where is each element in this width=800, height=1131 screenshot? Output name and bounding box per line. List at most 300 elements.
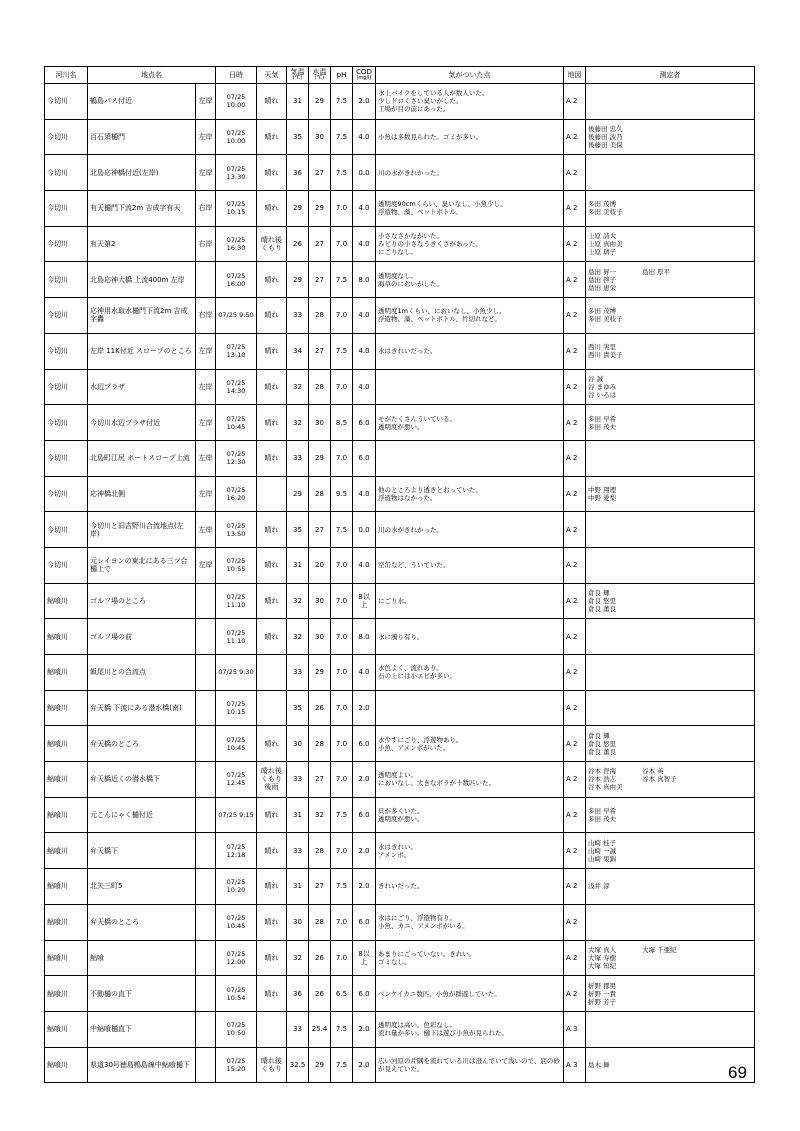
cell-datetime: [216, 155, 257, 191]
cell-weather: 晴れ: [257, 940, 287, 976]
cell-water-temp: 26: [309, 690, 331, 726]
cell-weather: [257, 690, 287, 726]
header-ph: pH: [331, 67, 353, 84]
header-row: [45, 67, 755, 84]
cell-notes: モがたくさんういている。 透明度が悪い。: [376, 405, 564, 441]
cell-map: A 2: [564, 155, 586, 191]
cell-time: 9:15: [239, 811, 254, 820]
cell-ph: 7.0: [331, 440, 353, 476]
cell-ph: 7.0: [331, 547, 353, 583]
cell-datetime: [216, 547, 257, 583]
cell-cod: 4.0: [353, 655, 376, 691]
cell-datetime: [216, 119, 257, 155]
cell-ph: 7.0: [331, 762, 353, 798]
cell-time: 10:45: [226, 422, 246, 431]
cell-bank: 右岸: [196, 226, 216, 262]
cell-location: 中鮎喰樋直下: [88, 1011, 196, 1047]
water-temp-label: 水温: [312, 68, 327, 76]
cell-bank: [196, 1011, 216, 1047]
cell-time: 10:00: [226, 137, 246, 146]
cell-location: 水辺プラザ: [88, 369, 196, 405]
table-row: [45, 476, 755, 512]
cell-map: A 2: [564, 797, 586, 833]
cell-weather: 晴れ: [257, 583, 287, 619]
cell-weather: 晴れ: [257, 333, 287, 369]
cell-date: 07/25: [218, 311, 238, 320]
cell-cod: 2.0: [353, 1047, 376, 1083]
cell-location: 百石須樋門: [88, 119, 196, 155]
table-row: [45, 405, 755, 441]
cell-date: 07/25: [226, 700, 246, 709]
cell-observers: 島田 昇一 島田 厚平 島田 啓子 島田 恵栄: [586, 262, 755, 298]
cell-notes: 透明度1mくらい、においなし、小魚少し。 浮遊物、藻、ペットボトル、竹切れなど。: [376, 298, 564, 334]
cell-map: A 2: [564, 298, 586, 334]
table-row: [45, 869, 755, 905]
cell-observers: [586, 655, 755, 691]
cell-bank: 右岸: [196, 191, 216, 227]
table-row: [45, 191, 755, 227]
cell-weather: 晴れ: [257, 84, 287, 120]
page-number: 69: [728, 1063, 747, 1082]
cell-observers: [586, 690, 755, 726]
cell-observers: 多田 茂博 多田 美枝子: [586, 298, 755, 334]
cell-water-temp: 30: [309, 119, 331, 155]
table-row: [45, 262, 755, 298]
cell-cod: 6.0: [353, 976, 376, 1012]
cell-ph: 7.0: [331, 833, 353, 869]
cell-date: 07/25: [226, 985, 246, 994]
header-notes: 気がついた点: [376, 67, 564, 84]
cell-river: 鮎喰川: [45, 1011, 88, 1047]
cell-water-temp: 25.4: [309, 1011, 331, 1047]
cell-water-temp: 26: [309, 940, 331, 976]
cell-bank: [196, 833, 216, 869]
cell-cod: 4.0: [353, 226, 376, 262]
cell-datetime: [216, 833, 257, 869]
cell-water-temp: 28: [309, 298, 331, 334]
cell-map: A 2: [564, 226, 586, 262]
cell-date: 07/25: [218, 811, 238, 820]
cell-time: 15:20: [226, 1064, 246, 1073]
cell-date: 07/25: [226, 735, 246, 744]
cell-ph: 7.5: [331, 155, 353, 191]
cell-location: 今切川と旧吉野川合流地点(左岸): [88, 512, 196, 548]
cell-map: A 2: [564, 547, 586, 583]
cell-river: 鮎喰川: [45, 619, 88, 655]
cell-cod: 4.0: [353, 298, 376, 334]
cell-water-temp: 27: [309, 512, 331, 548]
table-row: [45, 512, 755, 548]
cell-notes: 水に濁り有り。: [376, 619, 564, 655]
cell-air-temp: 31: [287, 797, 309, 833]
cell-river: 今切川: [45, 262, 88, 298]
cell-bank: 左岸: [196, 512, 216, 548]
cell-cod: 4.0: [353, 547, 376, 583]
cell-datetime: [216, 191, 257, 227]
table-row: [45, 119, 755, 155]
cell-ph: 7.5: [331, 333, 353, 369]
cell-ph: 7.5: [331, 262, 353, 298]
cell-weather: 晴れ: [257, 155, 287, 191]
table-row: [45, 298, 755, 334]
cell-location: 弁天橋のところ: [88, 904, 196, 940]
cell-time: 10:15: [226, 708, 246, 717]
table-row: [45, 440, 755, 476]
cell-cod: 2.0: [353, 690, 376, 726]
cell-bank: [196, 619, 216, 655]
cell-water-temp: 27: [309, 762, 331, 798]
cell-time: 10:55: [226, 565, 246, 574]
cell-observers: 多田 茂博 多田 美枝子: [586, 191, 755, 227]
cell-water-temp: 27: [309, 869, 331, 905]
cell-water-temp: 29: [309, 1047, 331, 1083]
cell-river: 今切川: [45, 547, 88, 583]
cell-bank: [196, 904, 216, 940]
cell-river: 今切川: [45, 512, 88, 548]
cell-observers: [586, 547, 755, 583]
cell-location: 弁天橋 下流にある潜水橋(南): [88, 690, 196, 726]
cell-notes: 透明度は高い。色彩なし。 流れ量が多い。樋下は遊び小魚が見られた。: [376, 1011, 564, 1047]
cell-map: A 2: [564, 512, 586, 548]
cell-location: 応神橋北側: [88, 476, 196, 512]
cell-cod: 8以上: [353, 940, 376, 976]
cell-river: 鮎喰川: [45, 976, 88, 1012]
cell-ph: 7.0: [331, 619, 353, 655]
cell-notes: 透明度90cmくらい、臭いなし、小魚少し。 浮遊物、藻、ペットボトル。: [376, 191, 564, 227]
cell-date: 07/25: [226, 771, 246, 780]
cell-weather: 晴れ後くもり: [257, 1047, 287, 1083]
cell-water-temp: 27: [309, 333, 331, 369]
cell-notes: 水はきれい。 アメンボ。: [376, 833, 564, 869]
cell-air-temp: 31: [287, 84, 309, 120]
cell-datetime: [216, 762, 257, 798]
cell-map: A 2: [564, 619, 586, 655]
cell-air-temp: 26: [287, 226, 309, 262]
cell-river: 鮎喰川: [45, 1047, 88, 1083]
cell-datetime: [216, 405, 257, 441]
cell-ph: 7.0: [331, 583, 353, 619]
cell-water-temp: 30: [309, 405, 331, 441]
cell-river: 今切川: [45, 191, 88, 227]
cell-ph: 7.5: [331, 84, 353, 120]
cell-time: 9:30: [239, 668, 254, 677]
cell-cod: 6.0: [353, 405, 376, 441]
cell-time: 10:20: [226, 886, 246, 895]
cell-datetime: [216, 84, 257, 120]
cell-map: A 3: [564, 1011, 586, 1047]
cell-ph: 7.5: [331, 797, 353, 833]
cell-notes: [376, 690, 564, 726]
cell-location: ゴルフ場のところ: [88, 583, 196, 619]
cell-observers: 倉良 輝 倉良 悠里 倉良 董良: [586, 583, 755, 619]
cell-notes: 小さなさかながいた。 みどりの小さなうきくさがあった。 にごりなし。: [376, 226, 564, 262]
cell-location: 不動樋の直下: [88, 976, 196, 1012]
cell-location: 飯尾川との合流点: [88, 655, 196, 691]
cell-date: 07/25: [226, 485, 246, 494]
table-row: [45, 583, 755, 619]
cell-date: 07/25: [226, 200, 246, 209]
table-row: [45, 690, 755, 726]
cell-weather: 晴れ: [257, 298, 287, 334]
cell-ph: 7.0: [331, 191, 353, 227]
cell-bank: 右岸: [196, 298, 216, 334]
cell-ph: 9.5: [331, 476, 353, 512]
cell-air-temp: 33: [287, 298, 309, 334]
cell-cod: 8以上: [353, 583, 376, 619]
air-temp-unit: (℃): [292, 75, 303, 81]
cell-river: 鮎喰川: [45, 940, 88, 976]
cell-ph: 7.5: [331, 512, 353, 548]
cell-location: 鮎喰: [88, 940, 196, 976]
cell-location: 鶴島バス付近: [88, 84, 196, 120]
cell-water-temp: 26: [309, 976, 331, 1012]
table-row: [45, 226, 755, 262]
cell-air-temp: 31: [287, 869, 309, 905]
table-row: [45, 333, 755, 369]
table-row: [45, 547, 755, 583]
cell-water-temp: 28: [309, 726, 331, 762]
cell-water-temp: 28: [309, 476, 331, 512]
cell-ph: 7.0: [331, 940, 353, 976]
cell-observers: 山崎 桂子 山崎 一誠 山崎 果錦: [586, 833, 755, 869]
cell-map: A 2: [564, 440, 586, 476]
cell-water-temp: 30: [309, 619, 331, 655]
cell-bank: [196, 976, 216, 1012]
cell-bank: 左岸: [196, 476, 216, 512]
cell-map: A 2: [564, 726, 586, 762]
cell-datetime: [216, 619, 257, 655]
cell-observers: 谷 誠 谷 まゆみ 谷 いろは: [586, 369, 755, 405]
table-row: [45, 1047, 755, 1083]
cell-river: 鮎喰川: [45, 762, 88, 798]
cell-map: A 2: [564, 333, 586, 369]
cell-datetime: [216, 583, 257, 619]
cell-ph: 7.0: [331, 298, 353, 334]
cell-datetime: [216, 690, 257, 726]
cell-ph: 7.0: [331, 655, 353, 691]
cell-bank: [196, 869, 216, 905]
cell-location: 左岸 11K付近 スロープのところ: [88, 333, 196, 369]
cell-observers: 谷本 智海 谷本 英 谷本 浩志 谷本 真智子 谷本 真由美: [586, 762, 755, 798]
cell-air-temp: 35: [287, 119, 309, 155]
cell-date: 07/25: [226, 878, 246, 887]
cell-observers: [586, 904, 755, 940]
cell-air-temp: 30: [287, 726, 309, 762]
cell-notes: 透明度よい。 においなし。大きなボラが十数匹いた。: [376, 762, 564, 798]
cell-date: 07/25: [226, 236, 246, 245]
cod-unit: (mg/l): [356, 75, 372, 81]
cell-time: 10:00: [226, 101, 246, 110]
cell-observers: 多田 早希 多田 茂夫: [586, 797, 755, 833]
table-row: [45, 833, 755, 869]
cell-bank: [196, 762, 216, 798]
cell-time: 11:10: [226, 636, 246, 645]
cell-weather: 晴れ: [257, 405, 287, 441]
cell-time: 12:45: [226, 779, 246, 788]
cell-time: 11:10: [226, 600, 246, 609]
cell-observers: 上原 詩大 上原 真由美 上原 璃子: [586, 226, 755, 262]
cell-notes: 他のところより透きとおっていた。 浮遊物はなかった。: [376, 476, 564, 512]
cell-river: 今切川: [45, 84, 88, 120]
cell-notes: [376, 440, 564, 476]
cell-date: 07/25: [226, 378, 246, 387]
cell-date: 07/25: [226, 557, 246, 566]
cell-weather: [257, 1011, 287, 1047]
cell-time: 9:50: [239, 311, 254, 320]
table-row: [45, 655, 755, 691]
cell-air-temp: 35: [287, 512, 309, 548]
cell-cod: 2.0: [353, 833, 376, 869]
cell-air-temp: 32: [287, 405, 309, 441]
cell-bank: 左岸: [196, 547, 216, 583]
header-air-temp: [287, 67, 309, 84]
cell-map: A 2: [564, 904, 586, 940]
cell-ph: 8.5: [331, 405, 353, 441]
cell-river: 今切川: [45, 405, 88, 441]
cell-map: A 2: [564, 369, 586, 405]
cell-air-temp: 36: [287, 155, 309, 191]
cell-location: 今切川水辺プラザ付近: [88, 405, 196, 441]
cell-notes: 水はきれいだった。: [376, 333, 564, 369]
cell-air-temp: 35: [287, 690, 309, 726]
cell-weather: 晴れ後くもり: [257, 226, 287, 262]
cell-air-temp: 29: [287, 262, 309, 298]
air-temp-label: 気温: [290, 68, 305, 76]
cell-cod: 2.0: [353, 762, 376, 798]
cell-river: 今切川: [45, 476, 88, 512]
cell-water-temp: 29: [309, 440, 331, 476]
cell-water-temp: 28: [309, 369, 331, 405]
cell-air-temp: 33: [287, 655, 309, 691]
cell-notes: 水上バイクをしている人が数人いた。 少しドロくさい臭いがした。 工場が目の前にあった。: [376, 84, 564, 120]
cell-map: A 2: [564, 119, 586, 155]
cell-location: 弁天橋近くの潜水橋下: [88, 762, 196, 798]
cell-weather: 晴れ: [257, 440, 287, 476]
cell-bank: [196, 797, 216, 833]
cell-location: 弁天橋のところ: [88, 726, 196, 762]
cell-water-temp: 29: [309, 655, 331, 691]
cell-water-temp: 27: [309, 155, 331, 191]
cell-datetime: [216, 797, 257, 833]
cell-air-temp: 36: [287, 976, 309, 1012]
cell-weather: 晴れ後くもり後雨: [257, 762, 287, 798]
cell-air-temp: 32: [287, 619, 309, 655]
cell-location: 北島町江尻 ボートスロープ上流: [88, 440, 196, 476]
cell-cod: 2.0: [353, 869, 376, 905]
cell-observers: 後藤田 忠久 後藤田 波乃 後藤田 美保: [586, 119, 755, 155]
cell-time: 10:50: [226, 1029, 246, 1038]
cell-water-temp: 28: [309, 833, 331, 869]
cell-river: 鮎喰川: [45, 833, 88, 869]
cell-observers: [586, 619, 755, 655]
cell-map: A 2: [564, 833, 586, 869]
cell-cod: 6.0: [353, 726, 376, 762]
cell-river: 鮎喰川: [45, 904, 88, 940]
cell-river: 鮎喰川: [45, 726, 88, 762]
table-row: [45, 762, 755, 798]
cell-ph: 7.5: [331, 1047, 353, 1083]
cell-air-temp: 33: [287, 833, 309, 869]
cell-bank: [196, 690, 216, 726]
cell-river: 鮎喰川: [45, 583, 88, 619]
cell-map: A 2: [564, 84, 586, 120]
cell-cod: 6.0: [353, 904, 376, 940]
cell-datetime: [216, 940, 257, 976]
cell-bank: 左岸: [196, 405, 216, 441]
cell-map: A 2: [564, 655, 586, 691]
cell-air-temp: 32: [287, 583, 309, 619]
cell-map: A 2: [564, 583, 586, 619]
cell-notes: 広い河原の片隅を流れている川は澄んでいて浅いので、底の砂が見えていた。: [376, 1047, 564, 1083]
cell-location: 弁天橋下: [88, 833, 196, 869]
cod-label: COD: [356, 68, 372, 76]
cell-cod: 4.0: [353, 191, 376, 227]
cell-weather: 晴れ: [257, 833, 287, 869]
cell-river: 今切川: [45, 369, 88, 405]
cell-datetime: [216, 262, 257, 298]
table-row: [45, 726, 755, 762]
cell-observers: 西川 実里 西川 貴美子: [586, 333, 755, 369]
cell-time: 16:20: [226, 493, 246, 502]
cell-map: A 2: [564, 262, 586, 298]
cell-cod: 0.0: [353, 512, 376, 548]
cell-date: 07/25: [226, 1021, 246, 1030]
cell-notes: 水少すにごり、浮遊物あり。 小魚、アメンボがいた。: [376, 726, 564, 762]
cell-bank: [196, 726, 216, 762]
cell-date: 07/25: [226, 628, 246, 637]
cell-date: 07/25: [226, 164, 246, 173]
cell-bank: [196, 262, 216, 298]
cell-weather: 晴れ: [257, 191, 287, 227]
cell-observers: 折野 郡男 折野 一貴 折野 芳子: [586, 976, 755, 1012]
cell-river: 鮎喰川: [45, 655, 88, 691]
cell-bank: 左岸: [196, 155, 216, 191]
table-row: [45, 1011, 755, 1047]
cell-datetime: [216, 976, 257, 1012]
cell-ph: 6.5: [331, 976, 353, 1012]
cell-ph: 7.0: [331, 726, 353, 762]
cell-date: 07/25: [226, 414, 246, 423]
cell-time: 12:18: [226, 850, 246, 859]
cell-location: 有天第2: [88, 226, 196, 262]
cell-date: 07/25: [226, 129, 246, 138]
cell-notes: 透明度なし。 海草のにおいがした。: [376, 262, 564, 298]
cell-datetime: [216, 904, 257, 940]
cell-map: A 2: [564, 762, 586, 798]
cell-time: 10:15: [226, 208, 246, 217]
cell-cod: 4.0: [353, 119, 376, 155]
cell-notes: あまりにごっていない。きれい。 ゴミなし。: [376, 940, 564, 976]
cell-weather: 晴れ: [257, 726, 287, 762]
cell-weather: 晴れ: [257, 797, 287, 833]
cell-weather: 晴れ: [257, 869, 287, 905]
cell-air-temp: 33: [287, 762, 309, 798]
table-row: [45, 904, 755, 940]
cell-river: 鮎喰川: [45, 869, 88, 905]
cell-river: 今切川: [45, 119, 88, 155]
cell-cod: 6.0: [353, 797, 376, 833]
cell-datetime: [216, 512, 257, 548]
cell-weather: 晴れ: [257, 904, 287, 940]
table-row: [45, 84, 755, 120]
cell-observers: 倉良 輝 倉良 悠里 倉良 董良: [586, 726, 755, 762]
cell-bank: [196, 940, 216, 976]
cell-time: 16:00: [226, 279, 246, 288]
cell-notes: 水色よく、流れあり。 石の上には小エビが多い。: [376, 655, 564, 691]
cell-date: 07/25: [226, 914, 246, 923]
cell-air-temp: 33: [287, 440, 309, 476]
cell-datetime: [216, 655, 257, 691]
